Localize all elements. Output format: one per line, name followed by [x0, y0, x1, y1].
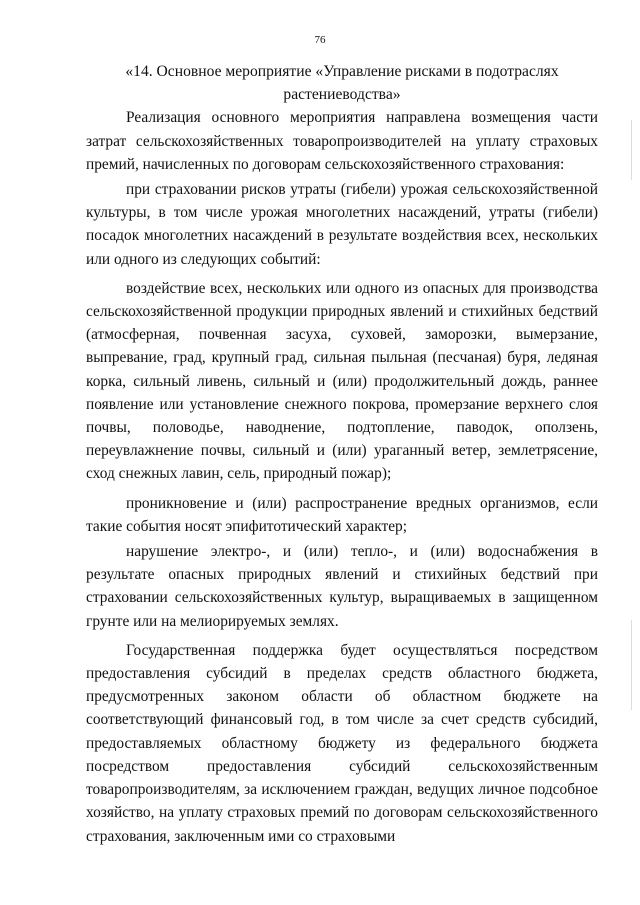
paragraph-insurance-risks: при страховании рисков утраты (гибели) урожая сельскохозяйственной культуры, в том числе урожая многолетних насаждений, утраты (гибели) посадок многолетних насаждений в результате воздействия всех, нескольких или одного из следующих событий: [86, 181, 598, 268]
document-body [86, 60, 598, 850]
scan-edge-mark [631, 120, 632, 180]
section-heading: «14. Основное мероприятие «Управление рисками в подотраслях растениеводства» [125, 63, 559, 104]
paragraph-utility-disruption: нарушение электро-, и (или) тепло-, и (или) водоснабжения в результате опасных природных явлений и стихийных бедствий при страховании сельскохозяйственных культур, выращиваемых в защищенном грунте или на мелиорируемых землях. [86, 543, 598, 630]
scan-edge-mark [631, 620, 632, 710]
paragraph-intro: Реализация основного мероприятия направлена возмещения части затрат сельскохозяйственных товаропроизводителей на уплату страховых премий, начисленных по договорам сельскохозяйственного страхования: [86, 109, 598, 173]
paragraph-state-support: Государственная поддержка будет осуществляться посредством предоставления субсидий в пределах средств областного бюджета, предусмотренных законом области об областном бюджете на соответствующий финансовый год, в том числе за счет средств субсидий, предоставляемых областному бюджету из федерального бюджета посредством предоставления субсидий сельскохозяйственным товаропроизводителям, за исключением граждан, ведущих личное подсобное хозяйство, на уплату страховых премий по договорам сельскохозяйственного страхования, заключенным ими со страховыми [86, 641, 598, 845]
paragraph-pests: проникновение и (или) распространение вредных организмов, если такие события носят эпифитотический характер; [86, 494, 598, 535]
paragraph-natural-hazards: воздействие всех, нескольких или одного из опасных для производства сельскохозяйственной продукции природных явлений и стихийных бедствий (атмосферная, почвенная засуха, суховей, заморозки, вымерзание, выпревание, град, крупный град, сильная пыльная (песчаная) буря, ледяная корка, сильный ливень, сильный и (или) продолжительный дождь, раннее появление или установление снежного покрова, промерзание верхнего слоя почвы, половодье, наводнение, подтопление, паводок, оползень, переувлажнение почвы, сильный и (или) ураганный ветер, землетрясение, сход снежных лавин, сель, природный пожар); [86, 279, 598, 483]
page-number: 76 [314, 34, 326, 46]
